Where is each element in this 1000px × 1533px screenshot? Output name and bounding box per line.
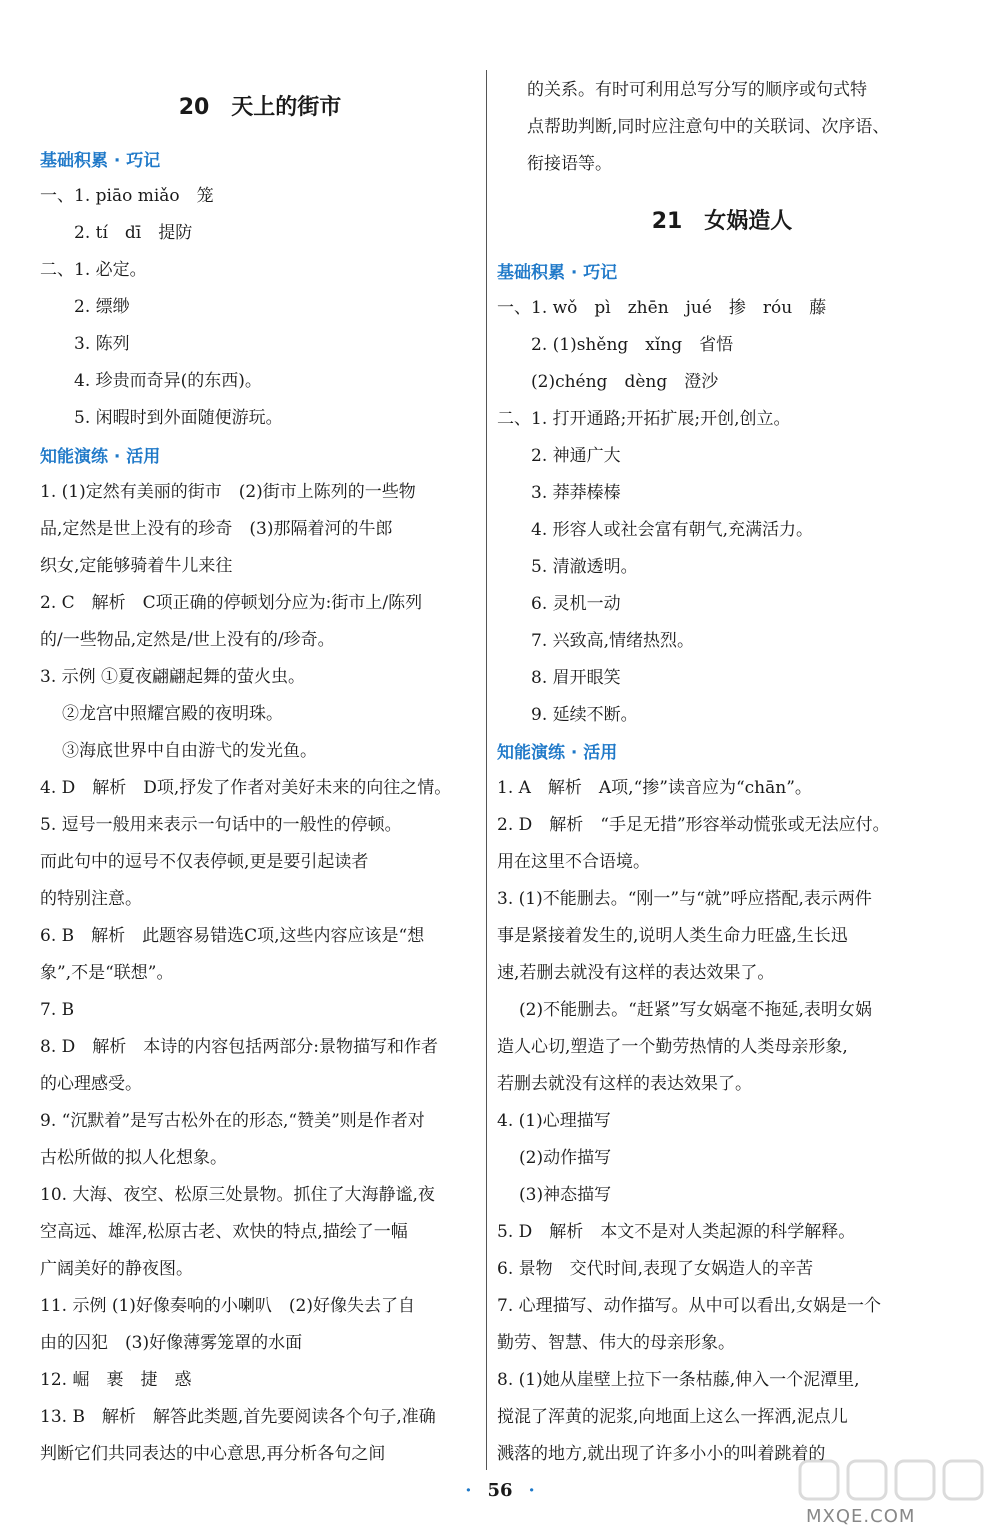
- answer-line: 6. B 解析 此题容易错选C项,这些内容应该是“想: [40, 926, 425, 946]
- answer-line: 4. 形容人或社会富有朝气,充满活力。: [531, 520, 814, 540]
- dot-icon: ·: [528, 1480, 535, 1501]
- answer-line: 一、1. wǒ pì zhēn jué 掺 róu 藤: [497, 298, 827, 318]
- answer-line: 4. D 解析 D项,抒发了作者对美好未来的向往之情。: [40, 778, 452, 798]
- answer-line: 古松所做的拟人化想象。: [40, 1148, 227, 1168]
- answer-line: 广阔美好的静夜图。: [40, 1259, 193, 1279]
- answer-line: 的关系。有时可利用总写分写的顺序或句式特: [527, 80, 867, 100]
- lesson-21-title: 21 女娲造人: [651, 209, 793, 234]
- answer-line: 6. 景物 交代时间,表现了女娲造人的辛苦: [497, 1259, 814, 1279]
- answer-line: 搅混了浑黄的泥浆,向地面上这么一挥洒,泥点儿: [497, 1407, 848, 1427]
- lesson-20-title: 20 天上的街市: [178, 95, 342, 120]
- answer-line: 9. 延续不断。: [531, 705, 638, 725]
- section-basic-accumulation: 基础积累 · 巧记: [497, 263, 618, 283]
- basic-answers: [40, 178, 283, 437]
- answer-line: 衔接语等。: [527, 154, 612, 174]
- answer-line: 用在这里不合语境。: [497, 852, 650, 872]
- section-basic-accumulation: 基础积累 · 巧记: [40, 151, 161, 171]
- answer-line: 2. 缥缈: [74, 297, 130, 317]
- answer-line: 二、1. 必定。: [40, 260, 147, 280]
- answer-line: 5. D 解析 本文不是对人类起源的科学解释。: [497, 1222, 856, 1242]
- answer-line: 1. (1)定然有美丽的街市 (2)街市上陈列的一些物: [40, 482, 416, 502]
- answer-line: (2)不能删去。“赶紧”写女娲毫不拖延,表明女娲: [519, 1000, 872, 1020]
- answer-line: 造人心切,塑造了一个勤劳热情的人类母亲形象,: [497, 1037, 848, 1057]
- practice-answers: [497, 770, 890, 1473]
- answer-line: 8. 眉开眼笑: [531, 668, 621, 688]
- answer-line: 空高远、雄浑,松原古老、欢快的特点,描绘了一幅: [40, 1222, 408, 1242]
- answer-line: 事是紧接着发生的,说明人类生命力旺盛,生长迅: [497, 926, 848, 946]
- continued-answer: [527, 72, 889, 183]
- watermark-text: MXQE.COM: [806, 1506, 916, 1527]
- answer-line: 织女,定能够骑着牛儿来往: [40, 556, 233, 576]
- section-practice: 知能演练 · 活用: [497, 743, 618, 763]
- answer-line: 5. 逗号一般用来表示一句话中的一般性的停顿。: [40, 815, 402, 835]
- answer-line: 4. 珍贵而奇异(的东西)。: [74, 371, 262, 391]
- answer-line: 而此句中的逗号不仅表停顿,更是要引起读者: [40, 852, 369, 872]
- answer-line: 13. B 解析 解答此类题,首先要阅读各个句子,准确: [40, 1407, 436, 1427]
- answer-line: 一、1. piāo miǎo 笼: [40, 186, 214, 206]
- answer-line: 3. (1)不能删去。“刚一”与“就”呼应搭配,表示两件: [497, 889, 872, 909]
- answer-line: 的/一些物品,定然是/世上没有的/珍奇。: [40, 630, 335, 650]
- answer-line: (2)chéng dèng 澄沙: [531, 372, 719, 392]
- answer-line: ③海底世界中自由游弋的发光鱼。: [62, 741, 317, 761]
- answer-line: 品,定然是世上没有的珍奇 (3)那隔着河的牛郎: [40, 519, 393, 539]
- answer-line: 4. (1)心理描写: [497, 1111, 611, 1131]
- answer-line: 二、1. 打开通路;开拓扩展;开创,创立。: [497, 409, 791, 429]
- answer-line: 勤劳、智慧、伟大的母亲形象。: [497, 1333, 735, 1353]
- dot-icon: ·: [465, 1480, 472, 1501]
- answer-line: 12. 崛 裹 捷 惑: [40, 1370, 192, 1390]
- answer-line: 11. 示例 (1)好像奏响的小喇叭 (2)好像失去了自: [40, 1296, 416, 1316]
- answer-line: 象”,不是“联想”。: [40, 963, 174, 983]
- answer-line: 2. tí dī 提防: [74, 223, 193, 243]
- basic-answers: [497, 290, 826, 734]
- answer-line: 溅落的地方,就出现了许多小小的叫着跳着的: [497, 1444, 826, 1464]
- answer-line: 的特别注意。: [40, 889, 142, 909]
- answer-line: 5. 闲暇时到外面随便游玩。: [74, 408, 283, 428]
- answer-line: 1. A 解析 A项,“掺”读音应为“chān”。: [497, 778, 812, 798]
- answer-line: 2. C 解析 C项正确的停顿划分应为:街市上/陈列: [40, 593, 423, 613]
- answer-line: 10. 大海、夜空、松原三处景物。抓住了大海静谧,夜: [40, 1185, 435, 1205]
- answer-line: 2. 神通广大: [531, 446, 621, 466]
- answer-line: 由的囚犯 (3)好像薄雾笼罩的水面: [40, 1333, 303, 1353]
- answer-line: ②龙宫中照耀宫殿的夜明珠。: [62, 704, 283, 724]
- answer-line: 9. “沉默着”是写古松外在的形态,“赞美”则是作者对: [40, 1111, 425, 1131]
- answer-line: 7. 心理描写、动作描写。从中可以看出,女娲是一个: [497, 1296, 882, 1316]
- answer-line: 6. 灵机一动: [531, 594, 621, 614]
- answer-line: 8. (1)她从崖壁上拉下一条枯藤,伸入一个泥潭里,: [497, 1370, 860, 1390]
- answer-line: (3)神态描写: [519, 1185, 612, 1205]
- page-number-value: 56: [487, 1480, 513, 1501]
- answer-line: 2. (1)shěng xǐng 省悟: [531, 335, 734, 355]
- answer-line: 速,若删去就没有这样的表达效果了。: [497, 963, 775, 983]
- section-practice: 知能演练 · 活用: [40, 447, 161, 467]
- answer-line: 2. D 解析 “手足无措”形容举动慌张或无法应付。: [497, 815, 890, 835]
- column-divider: [486, 70, 487, 1470]
- answer-line: 的心理感受。: [40, 1074, 142, 1094]
- answer-line: 5. 清澈透明。: [531, 557, 638, 577]
- answer-line: 若删去就没有这样的表达效果了。: [497, 1074, 752, 1094]
- practice-answers: [40, 474, 451, 1473]
- answer-line: 点帮助判断,同时应注意句中的关联词、次序语、: [527, 117, 890, 137]
- answer-line: 判断它们共同表达的中心意思,再分析各句之间: [40, 1444, 386, 1464]
- answer-line: 8. D 解析 本诗的内容包括两部分:景物描写和作者: [40, 1037, 438, 1057]
- answer-line: 3. 陈列: [74, 334, 130, 354]
- answer-line: (2)动作描写: [519, 1148, 612, 1168]
- answer-line: 3. 示例 ①夏夜翩翩起舞的萤火虫。: [40, 667, 306, 687]
- answer-line: 7. B: [40, 1000, 75, 1020]
- answer-line: 3. 莽莽榛榛: [531, 483, 621, 503]
- answer-line: 7. 兴致高,情绪热烈。: [531, 631, 695, 651]
